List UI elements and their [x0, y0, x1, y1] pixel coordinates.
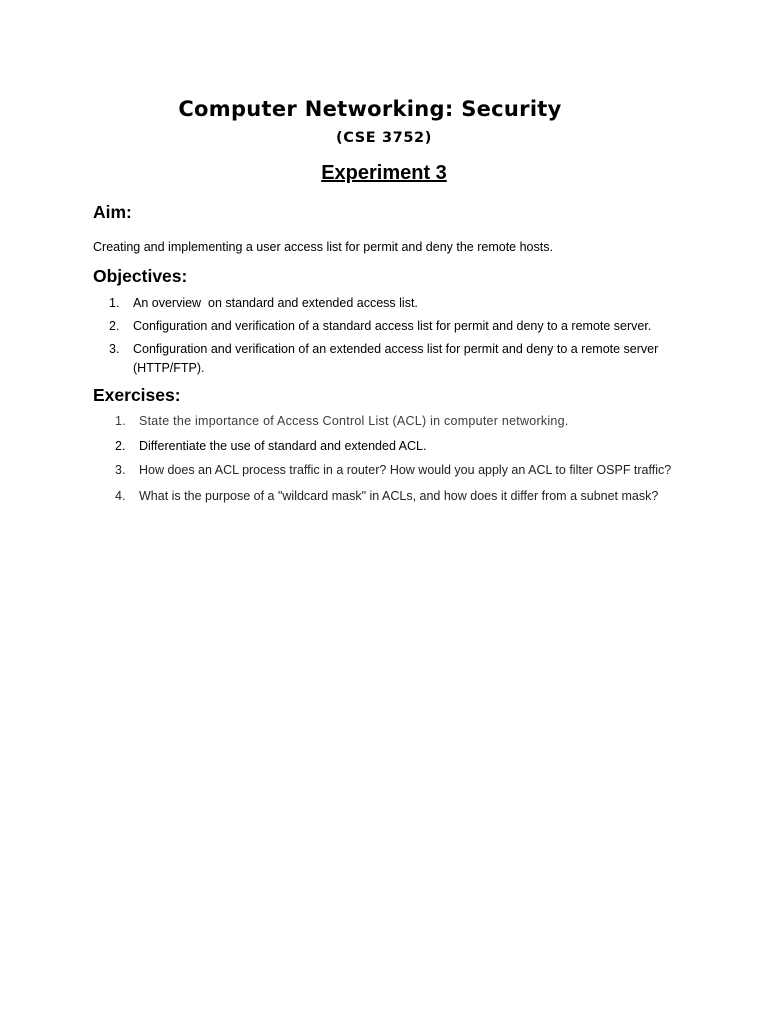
list-item-text: An overview on standard and extended access list.	[133, 296, 418, 310]
list-number: 1.	[115, 414, 126, 428]
list-item	[93, 461, 713, 480]
objectives-list	[93, 294, 693, 382]
objectives-heading: Objectives:	[93, 266, 188, 286]
list-number: 3.	[115, 463, 126, 477]
list-item	[93, 412, 713, 431]
list-item-text: How does an ACL process traffic in a router? How would you apply an ACL to filter OSPF traffic?	[139, 463, 672, 477]
exercises-list	[93, 412, 713, 506]
course-code: (CSE 3752)	[336, 130, 432, 146]
list-item	[93, 294, 693, 313]
list-item-text: Configuration and verification of an extended access list for permit and deny to a remote server (HTTP/FTP).	[133, 342, 659, 375]
exercises-heading: Exercises:	[93, 385, 181, 405]
aim-text: Creating and implementing a user access list for permit and deny the remote hosts.	[93, 240, 553, 254]
list-number: 3.	[109, 342, 120, 356]
list-item-text: State the importance of Access Control List (ACL) in computer networking.	[139, 414, 569, 428]
list-item-text: What is the purpose of a "wildcard mask" in ACLs, and how does it differ from a subnet mask?	[139, 489, 659, 503]
list-number: 2.	[109, 319, 120, 333]
list-item	[93, 437, 713, 456]
list-number: 1.	[109, 296, 120, 310]
document-title: Computer Networking: Security	[178, 97, 562, 121]
experiment-heading: Experiment 3	[321, 162, 447, 184]
list-item-text: Differentiate the use of standard and extended ACL.	[139, 439, 427, 453]
list-item	[93, 340, 693, 378]
list-item-text: Configuration and verification of a standard access list for permit and deny to a remote server.	[133, 319, 652, 333]
list-item	[93, 317, 693, 336]
list-number: 4.	[115, 489, 126, 503]
list-item	[93, 487, 713, 506]
list-number: 2.	[115, 439, 126, 453]
aim-heading: Aim:	[93, 202, 132, 222]
